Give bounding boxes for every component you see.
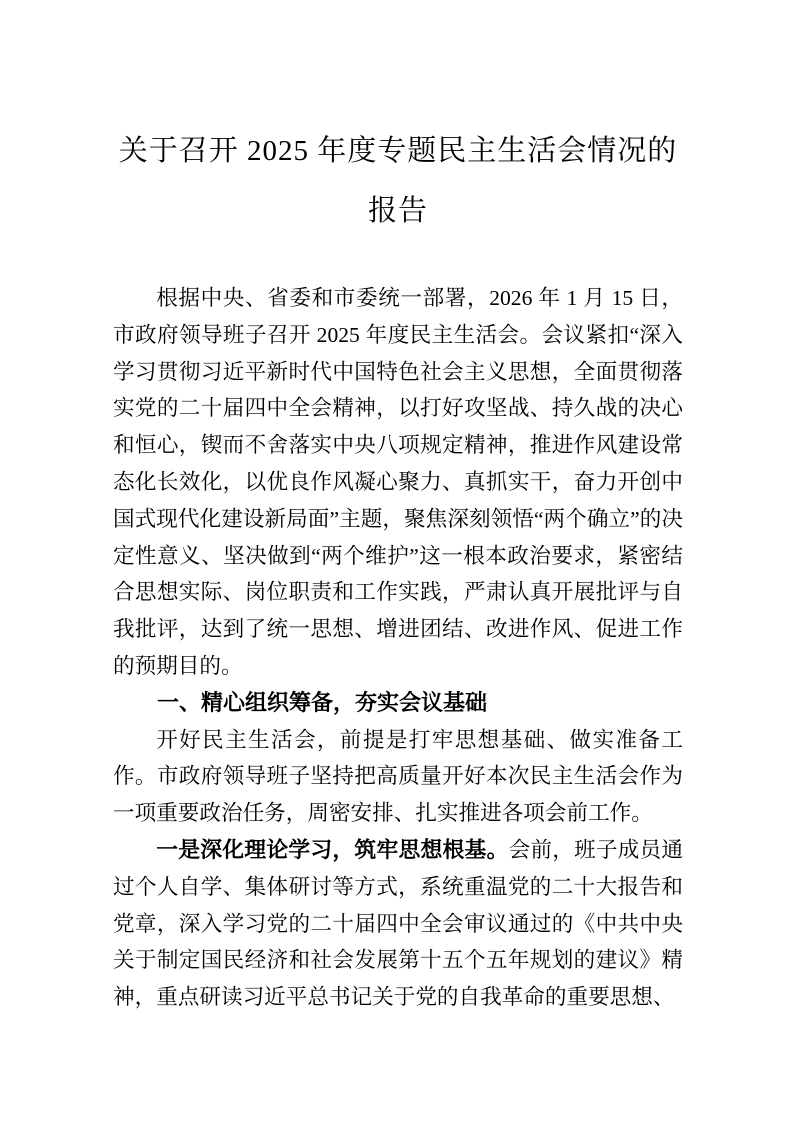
paragraph-point-one-lead: 一是深化理论学习，筑牢思想根基。 <box>156 836 509 862</box>
title-line-2: 报告 <box>367 195 428 227</box>
document-body <box>113 280 683 1016</box>
paragraph-opening: 根据中央、省委和市委统一部署，2026 年 1 月 15 日，市政府领导班子召开 2025 年度民主生活会。会议紧扣“深入学习贯彻习近平新时代中国特色社会主义思想，全面贯彻落实党的二十届四中全会精神，以打好攻坚战、持久战的决心和恒心，锲而不舍落实中央八项规定精神，推进作风建设常态化长效化，以优良作风凝心聚力、真抓实干，奋力开创中国式现代化建设新局面”主题，聚焦深刻领悟“两个确立”的决定性意义、坚决做到“两个维护”这一根本政治要求，紧密结合思想实际、岗位职责和工作实践，严肃认真开展批评与自我批评，达到了统一思想、增进团结、改进作风、促进工作的预期目的。 <box>113 286 683 678</box>
paragraph-point-one-text: 会前，班子成员通过个人自学、集体研讨等方式，系统重温党的二十大报告和党章，深入学习党的二十届四中全会审议通过的《中共中央关于制定国民经济和社会发展第十五个五年规划的建议》精神，重点研读习近平总书记关于党的自我革命的重要思想、 <box>113 837 683 1010</box>
paragraph-section-intro: 开好民主生活会，前提是打牢思想基础、做实准备工作。市政府领导班子坚持把高质量开好本次民主生活会作为一项重要政治任务，周密安排、扎实推进各项会前工作。 <box>113 727 683 826</box>
title-line-1: 关于召开 2025 年度专题民主生活会情况的 <box>118 135 678 167</box>
document-title <box>113 121 683 241</box>
paragraph-point-one <box>113 832 683 1016</box>
document-content <box>0 121 793 1016</box>
section-heading-1: 一、精心组织筹备，夯实会议基础 <box>157 689 488 715</box>
